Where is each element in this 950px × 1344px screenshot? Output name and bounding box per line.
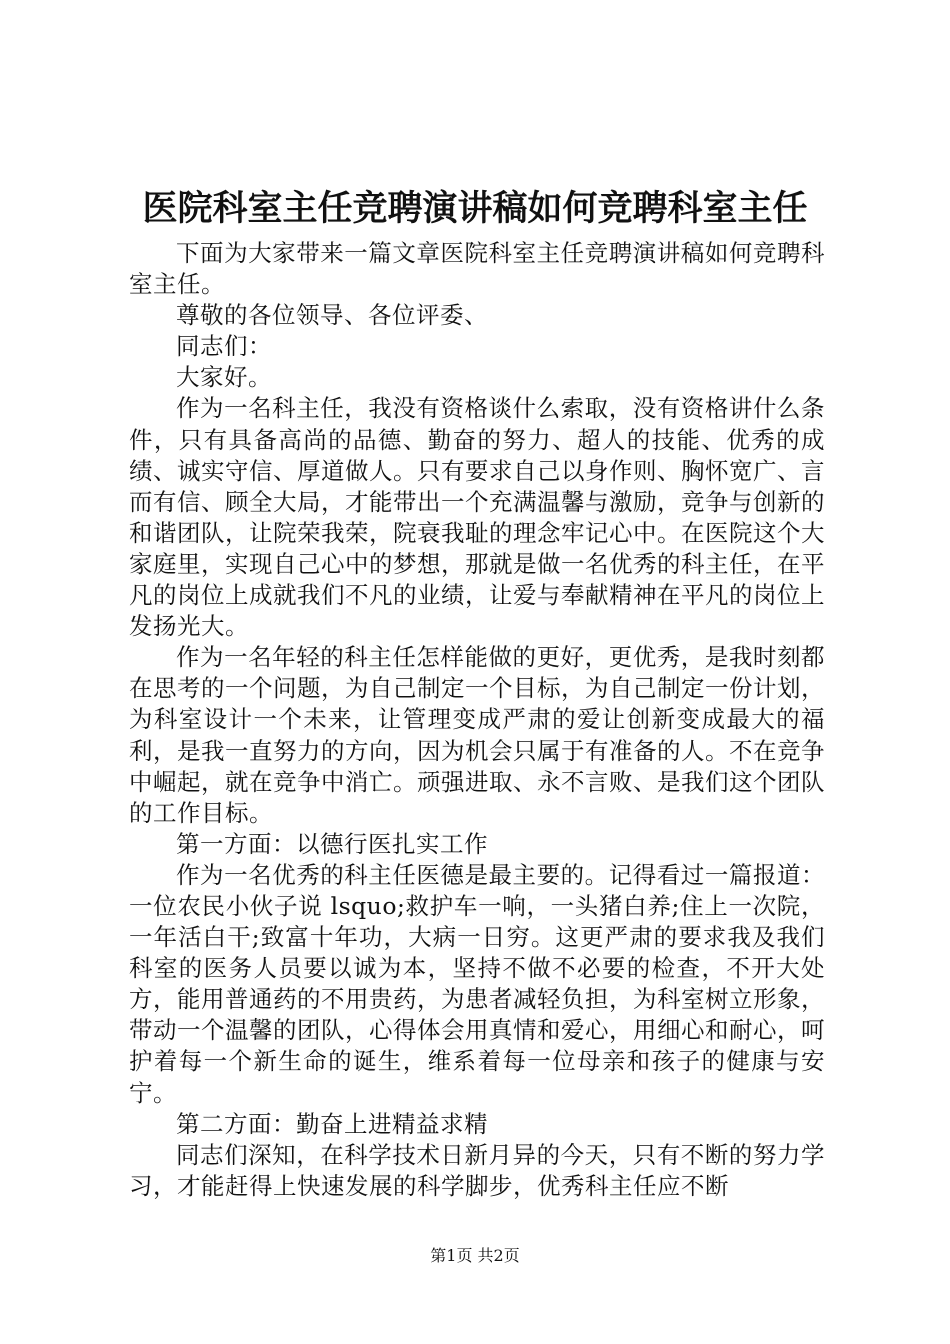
paragraph-greeting: 大家好。 [176, 363, 272, 392]
paragraph-intro: 下面为大家带来一篇文章医院科室主任竞聘演讲稿如何竞聘科室主任。 [129, 239, 825, 299]
page-footer: 第1页 共2页 [430, 1246, 520, 1265]
section-heading-1: 第一方面：以德行医扎实工作 [176, 829, 488, 858]
paragraph-body: 同志们深知，在科学技术日新月异的今天，只有不断的努力学习，才能赶得上快速发展的科学脚步，优秀科主任应不断 [129, 1140, 825, 1200]
paragraph-body: 作为一名优秀的科主任医德是最主要的。记得看过一篇报道：一位农民小伙子说 lsquo;救护车一响，一头猪白养;住上一次院，一年活白干;致富十年功，大病一日穷。这更严肃的要求我及我们科室的医务人员要以诚为本，坚持不做不必要的检查，不开大处方，能用普通药的不用贵药，为患者减轻负担，为科室树立形象，带动一个温馨的团队，心得体会用真情和爱心，用细心和耐心，呵护着每一个新生命的诞生，维系着每一位母亲和孩子的健康与安宁。 [129, 860, 825, 1107]
document-body [129, 238, 825, 1202]
paragraph-body: 作为一名年轻的科主任怎样能做的更好，更优秀，是我时刻都在思考的一个问题，为自己制定一个目标，为自己制定一份计划，为科室设计一个未来，让管理变成严肃的爱让创新变成最大的福利，是我一直努力的方向，因为机会只属于有准备的人。不在竞争中崛起，就在竞争中消亡。顽强进取、永不言败、是我们这个团队的工作目标。 [129, 643, 825, 827]
paragraph-salutation: 尊敬的各位领导、各位评委、 [176, 301, 488, 330]
document-title: 医院科室主任竞聘演讲稿如何竞聘科室主任 [142, 188, 808, 229]
paragraph-comrades: 同志们： [176, 332, 272, 361]
section-heading-2: 第二方面：勤奋上进精益求精 [176, 1109, 488, 1138]
paragraph-body: 作为一名科主任，我没有资格谈什么索取，没有资格讲什么条件，只有具备高尚的品德、勤奋的努力、超人的技能、优秀的成绩、诚实守信、厚道做人。只有要求自己以身作则、胸怀宽广、言而有信、顾全大局，才能带出一个充满温馨与激励，竞争与创新的和谐团队，让院荣我荣，院衰我耻的理念牢记心中。在医院这个大家庭里，实现自己心中的梦想，那就是做一名优秀的科主任，在平凡的岗位上成就我们不凡的业绩，让爱与奉献精神在平凡的岗位上发扬光大。 [129, 394, 825, 641]
